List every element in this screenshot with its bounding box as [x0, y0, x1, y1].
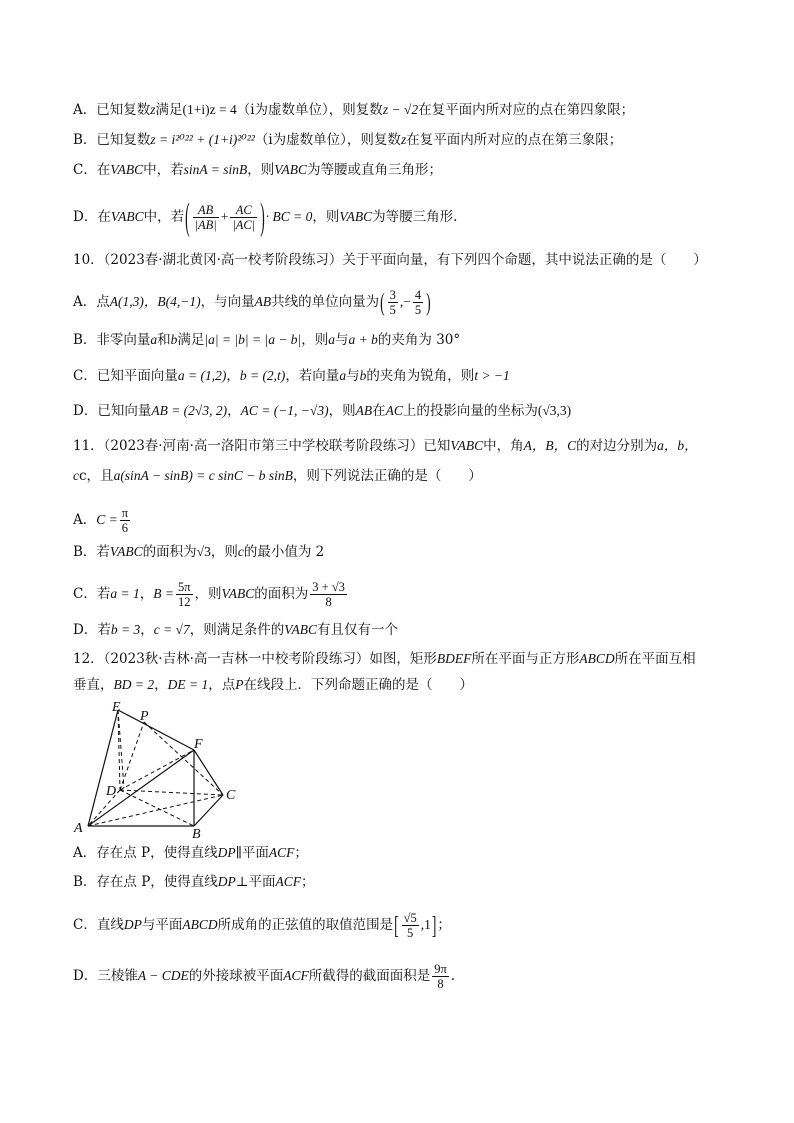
- q9-option-a: A．已知复数z满足(1+i)z = 4（i为虚数单位），则复数z − √2在复平面内所对应的点在第四象限；: [73, 102, 635, 118]
- edge-df: [120, 750, 194, 790]
- q11-stem-line2: cc，且a(sinA − sinB) = c sinC − b sinB，则下列说法正确的是（ ）: [73, 468, 482, 484]
- q12-option-a: A．存在点 P，使得直线DP∥平面ACF；: [73, 845, 308, 861]
- edge-af: [88, 750, 194, 826]
- q10-option-c: C．已知平面向量a = (1,2)，b = (2,t)，若向量a与b的夹角为锐角，则t > −1: [73, 368, 510, 384]
- q10-stem: 10．（2023春·湖北黄冈·高一校考阶段练习）关于平面向量，有下列四个命题，其中说法正确的是（ ）: [73, 252, 707, 268]
- q12-option-b: B．存在点 P，使得直线DP⊥平面ACF；: [73, 874, 315, 890]
- q11-option-d: D．若b = 3，c = √7，则满足条件的VABC有且仅有一个: [73, 622, 398, 638]
- edge-ed: [118, 710, 120, 790]
- edge-e-inner: [118, 710, 124, 788]
- q9-option-c: C．在VABC中，若sinA = sinB，则VABC为等腰或直角三角形；: [73, 162, 442, 178]
- edge-fc: [194, 750, 223, 795]
- q9-option-d: D．在VABC中，若( $\frac{AB}{|AB|}$ + $\frac{AC}{|AC|}$ )· BC = 0，则VABC为等腰三角形.: [73, 195, 458, 238]
- label-e: E: [112, 700, 121, 715]
- q11-option-a: A．C = $\frac{\pi}{6}$: [73, 506, 129, 535]
- label-d: D: [106, 784, 117, 799]
- label-b: B: [192, 827, 201, 840]
- label-f: F: [194, 737, 203, 752]
- edge-bc: [194, 795, 223, 826]
- edge-ac: [88, 795, 223, 826]
- q12-stem-line1: 12．（2023秋·吉林·高一吉林一中校考阶段练习）如图，矩形BDEF所在平面与正方形ABCD所在平面互相: [73, 651, 696, 667]
- label-a: A: [74, 821, 83, 836]
- label-c: C: [226, 788, 236, 803]
- q11-option-b: B．若VABC的面积为√3，则c的最小值为 2: [73, 544, 325, 560]
- geometry-figure: [70, 700, 250, 840]
- q10-option-d: D．已知向量AB = (2√3, 2)，AC = (−1, −√3)，则AB在AC上的投影向量的坐标为(√3,3): [73, 403, 572, 419]
- q9-option-b: B．已知复数z = i²⁰²² + (1+i)²⁰²²（i为虚数单位），则复数z在复平面内所对应的点在第三象限；: [73, 132, 623, 148]
- edge-pc: [144, 722, 223, 795]
- label-p: P: [140, 709, 149, 724]
- q10-option-b: B．非零向量a和b满足|a| = |b| = |a − b|，则a与a + b的夹角为 30°: [73, 332, 461, 348]
- q11-stem-line1: 11．（2023春·河南·高一洛阳市第三中学校联考阶段练习）已知VABC中，角A，B，C的对边分别为a，b，: [73, 438, 698, 454]
- q12-stem-line2: 垂直，BD = 2，DE = 1，点P在线段上．下列命题正确的是（ ）: [73, 677, 473, 693]
- q10-option-a: A．点A(1,3)，B(4,−1)，与向量AB共线的单位向量为( $\frac{3}{5}$ ,− $\frac{4}{5}$ ): [73, 287, 431, 317]
- edge-ea: [88, 710, 118, 826]
- edge-ef: [118, 710, 194, 750]
- q11-option-c: C．若a = 1，B = $\frac{5\pi}{12}$ ，则VABC的面积为 $\frac{3 + √3}{8}$: [73, 580, 345, 609]
- q12-option-c: C．直线DP与平面ABCD所成角的正弦值的取值范围是[ $\frac{√5}{5}$ ,1]；: [73, 910, 451, 940]
- q12-option-d: D．三棱锥A − CDE的外接球被平面ACF所截得的截面面积是 $\frac{9\pi}{8}$ .: [73, 962, 456, 991]
